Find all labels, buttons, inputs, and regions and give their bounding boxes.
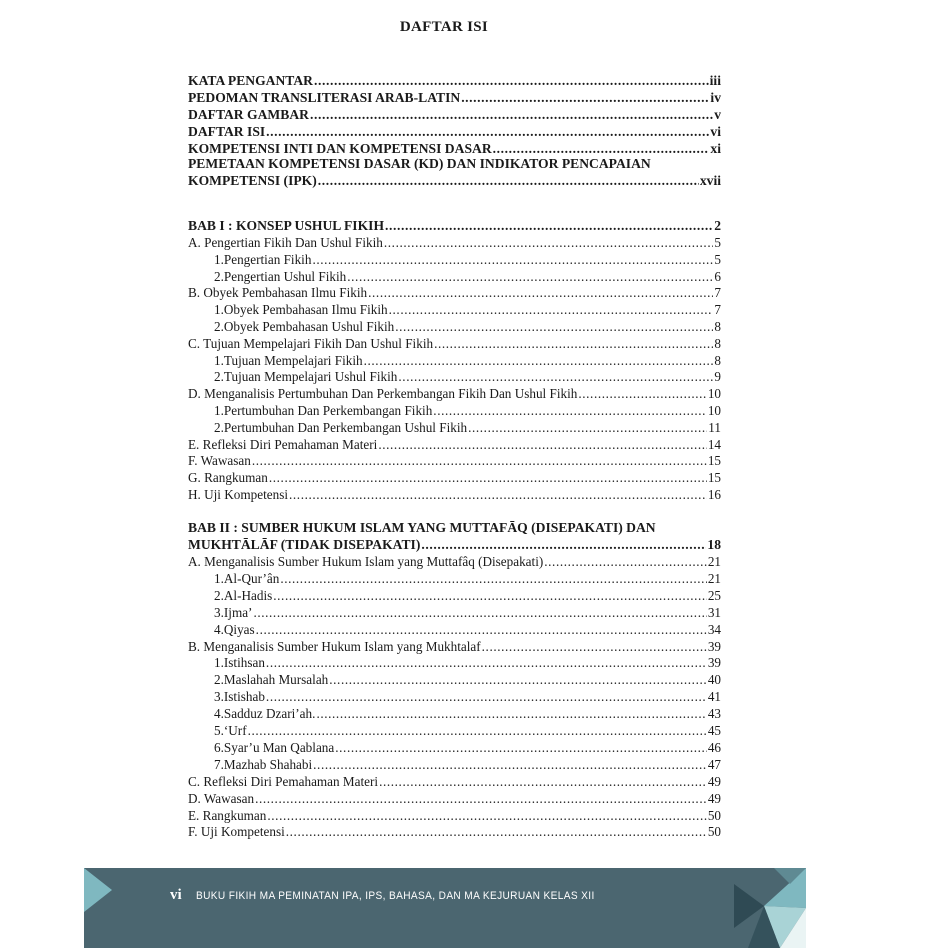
- entry-label: B. Obyek Pembahasan Ilmu Fikih: [188, 285, 368, 301]
- page-number: 8: [714, 319, 721, 334]
- dot-leader: [310, 106, 713, 123]
- dot-leader: [335, 739, 707, 756]
- entry-label: Pertumbuhan Dan Perkembangan Fikih: [223, 403, 433, 418]
- triangle-decoration-icon: [84, 868, 112, 912]
- entry-number: 7.: [214, 756, 224, 772]
- entry-label: Syar’u Man Qablana: [223, 739, 335, 755]
- toc-entry-bab2-line2[interactable]: [188, 536, 721, 553]
- pemetaan-line-1: PEMETAAN KOMPETENSI DASAR (KD) DAN INDIKATOR PENCAPAIAN: [188, 156, 651, 171]
- footer-page-number: vi: [170, 887, 182, 903]
- page-number: 49: [707, 773, 721, 789]
- dot-leader: [269, 469, 707, 486]
- dot-leader: [385, 217, 713, 234]
- page-number: 25: [707, 587, 721, 603]
- entry-label: B. Menganalisis Sumber Hukum Islam yang Mukhtalaf: [188, 638, 481, 654]
- entry-label: Tujuan Mempelajari Ushul Fikih: [223, 369, 398, 385]
- dot-leader: [378, 436, 706, 453]
- dot-leader: [421, 536, 706, 553]
- toc-subentry[interactable]: [214, 570, 721, 587]
- page-number: 47: [707, 756, 721, 772]
- toc-entry[interactable]: [188, 123, 721, 140]
- page-number: 41: [707, 689, 721, 705]
- entry-number: 5.: [214, 723, 224, 738]
- entry-label: Qiyas: [223, 621, 255, 637]
- toc-entry[interactable]: [188, 823, 721, 840]
- entry-number: 4.: [214, 706, 224, 722]
- page-number: 16: [707, 487, 721, 502]
- dot-leader: [266, 123, 709, 140]
- bab2-title-line-1: BAB II : SUMBER HUKUM ISLAM YANG MUTTAFĀQ (DISEPAKATI) DAN: [188, 520, 656, 535]
- entry-label: Obyek Pembahasan Ilmu Fikih: [223, 302, 388, 318]
- entry-label: H. Uji Kompetensi: [188, 487, 288, 502]
- dot-leader: [578, 385, 706, 402]
- toc-subentry[interactable]: [214, 318, 721, 335]
- entry-number: 2.: [214, 369, 224, 385]
- dot-leader: [312, 251, 713, 268]
- footer-book-title: BUKU FIKIH MA PEMINATAN IPA, IPS, BAHASA, DAN MA KEJURUAN KELAS XII: [196, 890, 595, 902]
- entry-number: 1.: [214, 570, 224, 586]
- page-number: 50: [707, 807, 721, 823]
- entry-label: A. Pengertian Fikih Dan Ushul Fikih: [188, 235, 383, 250]
- toc-entry[interactable]: [188, 469, 721, 486]
- toc-entry[interactable]: [188, 773, 721, 790]
- toc-entry[interactable]: [188, 284, 721, 301]
- toc-entry[interactable]: [188, 638, 721, 655]
- toc-entry[interactable]: [188, 807, 721, 824]
- page-number: 39: [707, 655, 721, 671]
- entry-number: 2.: [214, 319, 224, 334]
- page-number: 6: [714, 268, 721, 284]
- toc-subentry[interactable]: [214, 621, 721, 638]
- toc-subentry[interactable]: [214, 352, 721, 369]
- entry-number: 2.: [214, 419, 224, 435]
- dot-leader: [384, 234, 714, 251]
- dot-leader: [389, 301, 714, 318]
- entry-number: 2.: [214, 672, 224, 688]
- entry-label: KATA PENGANTAR: [188, 73, 313, 88]
- toc-subentry[interactable]: [214, 604, 721, 621]
- entry-label: Istihsan: [223, 655, 265, 671]
- page-number: 9: [714, 369, 721, 385]
- page-number: 31: [707, 604, 721, 620]
- dot-leader: [266, 688, 707, 705]
- page-number: 45: [707, 723, 721, 738]
- toc-entry[interactable]: [188, 335, 721, 352]
- page-number: xi: [710, 141, 721, 156]
- toc-subentry[interactable]: [214, 368, 721, 385]
- dot-leader: [461, 89, 709, 106]
- entry-number: 4.: [214, 621, 224, 637]
- toc-subentry[interactable]: [214, 402, 721, 419]
- page-number: xvii: [699, 173, 721, 188]
- entry-number: 2.: [214, 268, 224, 284]
- entry-number: 1.: [214, 302, 224, 318]
- page-number: 5: [714, 235, 721, 250]
- page-number: 7: [714, 285, 721, 301]
- toc-entry[interactable]: [188, 234, 721, 251]
- entry-number: 6.: [214, 739, 224, 755]
- toc-subentry[interactable]: [214, 739, 721, 756]
- entry-label: Ijma’: [223, 604, 253, 620]
- entry-number: 1.: [214, 352, 224, 368]
- dot-leader: [289, 486, 707, 503]
- toc-entry[interactable]: [188, 106, 721, 123]
- entry-label: A. Menganalisis Sumber Hukum Islam yang Muttafâq (Disepakati): [188, 554, 544, 569]
- page-number: 43: [707, 706, 721, 722]
- entry-label: Sadduz Dzari’ah.: [223, 706, 316, 722]
- toc-entry[interactable]: [188, 89, 721, 106]
- entry-label: PEDOMAN TRANSLITERASI ARAB-LATIN: [188, 90, 461, 105]
- page-number: 21: [707, 554, 721, 569]
- entry-label: F. Wawasan: [188, 453, 251, 469]
- dot-leader: [379, 773, 707, 790]
- page-number: 2: [714, 218, 721, 233]
- dot-leader: [482, 638, 707, 655]
- page-number: 40: [707, 672, 721, 688]
- entry-number: 2.: [214, 587, 224, 603]
- page-number: v: [714, 107, 721, 122]
- page-number: 46: [707, 739, 721, 755]
- dot-leader: [313, 756, 707, 773]
- entry-number: 3.: [214, 604, 224, 620]
- entry-label: Obyek Pembahasan Ushul Fikih: [223, 319, 395, 334]
- dot-leader: [273, 587, 707, 604]
- toc-subentry[interactable]: [214, 705, 721, 722]
- page-number: iii: [709, 73, 721, 88]
- dot-leader: [347, 268, 713, 285]
- entry-label: Pertumbuhan Dan Perkembangan Ushul Fikih: [223, 419, 468, 435]
- entry-label: F. Uji Kompetensi: [188, 824, 285, 840]
- entry-label: Al-Qur’ân: [223, 570, 280, 586]
- entry-label: Al-Hadis: [223, 587, 273, 603]
- entry-label: Maslahah Mursalah: [223, 672, 329, 688]
- toc-entry-bab2[interactable]: [188, 519, 721, 536]
- page-number: 34: [707, 621, 721, 637]
- dot-leader: [468, 419, 707, 436]
- bab1-title: BAB I : KONSEP USHUL FIKIH: [188, 218, 385, 233]
- dot-leader: [318, 172, 699, 189]
- toc-entry[interactable]: [188, 452, 721, 469]
- toc-subentry[interactable]: [214, 654, 721, 671]
- entry-number: 1.: [214, 251, 224, 267]
- dot-leader: [286, 823, 707, 840]
- toc-subentry[interactable]: [214, 671, 721, 688]
- entry-label: Pengertian Ushul Fikih: [223, 268, 347, 284]
- page-number: 8: [714, 352, 721, 368]
- page-title: DAFTAR ISI: [399, 19, 489, 35]
- entry-label: KOMPETENSI INTI DAN KOMPETENSI DASAR: [188, 141, 492, 156]
- entry-label: Pengertian Fikih: [223, 251, 312, 267]
- toc-entry-pemetaan-line2[interactable]: [188, 172, 721, 189]
- page-number: iv: [710, 90, 721, 105]
- entry-label: DAFTAR GAMBAR: [188, 107, 309, 122]
- toc-subentry[interactable]: [214, 688, 721, 705]
- page-number: 21: [707, 570, 721, 586]
- page-number: 10: [707, 403, 721, 418]
- dot-leader: [329, 671, 707, 688]
- dot-leader: [253, 604, 706, 621]
- toc-subentry[interactable]: [214, 722, 721, 739]
- dot-leader: [248, 722, 707, 739]
- entry-label: Mazhab Shahabi: [223, 756, 313, 772]
- dot-leader: [314, 72, 709, 89]
- dot-leader: [255, 790, 707, 807]
- toc-entry[interactable]: [188, 72, 721, 89]
- page-number: 15: [707, 470, 721, 486]
- dot-leader: [395, 318, 713, 335]
- page-number: vi: [710, 124, 721, 139]
- toc-entry[interactable]: [188, 436, 721, 453]
- page-number: 18: [707, 537, 721, 552]
- page-number: 49: [707, 790, 721, 806]
- entry-number: 1.: [214, 403, 224, 418]
- bab2-title-line-2: MUKHTĀLĀF (TIDAK DISEPAKATI): [188, 537, 421, 552]
- toc-subentry[interactable]: [214, 756, 721, 773]
- toc-entry[interactable]: [188, 486, 721, 503]
- dot-leader: [433, 402, 707, 419]
- entry-label: E. Rangkuman: [188, 807, 267, 823]
- entry-label: G. Rangkuman: [188, 470, 268, 486]
- dot-leader: [434, 335, 713, 352]
- toc-subentry[interactable]: [214, 419, 721, 436]
- page-number: 15: [707, 453, 721, 469]
- toc-entry[interactable]: [188, 385, 721, 402]
- entry-number: 1.: [214, 655, 224, 671]
- entry-label: DAFTAR ISI: [188, 124, 266, 139]
- entry-label: D. Wawasan: [188, 790, 255, 806]
- dot-leader: [398, 368, 713, 385]
- entry-label: D. Menganalisis Pertumbuhan Dan Perkembangan Fikih Dan Ushul Fikih: [188, 386, 578, 402]
- entry-label: Istishab: [223, 689, 265, 705]
- footer-band: [84, 868, 806, 948]
- toc-subentry[interactable]: [214, 301, 721, 318]
- dot-leader: [544, 553, 707, 570]
- page-number: 7: [714, 302, 721, 318]
- dot-leader: [280, 570, 707, 587]
- dot-leader: [267, 807, 706, 824]
- toc-entry-pemetaan[interactable]: [188, 155, 721, 172]
- page-number: 39: [707, 638, 721, 654]
- entry-label: ‘Urf: [223, 723, 247, 738]
- toc-entry[interactable]: [188, 553, 721, 570]
- geometric-pattern-icon: [734, 868, 806, 948]
- dot-leader: [364, 352, 714, 369]
- entry-label: Tujuan Mempelajari Fikih: [223, 352, 363, 368]
- toc-subentry[interactable]: [214, 268, 721, 285]
- page-number: 5: [714, 251, 721, 267]
- entry-number: 3.: [214, 689, 224, 705]
- page-number: 14: [707, 436, 721, 452]
- page-number: 8: [714, 335, 721, 351]
- toc-entry[interactable]: [188, 790, 721, 807]
- toc-subentry[interactable]: [214, 251, 721, 268]
- page-number: 50: [707, 824, 721, 840]
- pemetaan-line-2: KOMPETENSI (IPK): [188, 173, 317, 188]
- entry-label: C. Tujuan Mempelajari Fikih Dan Ushul Fikih: [188, 335, 434, 351]
- dot-leader: [256, 621, 707, 638]
- page-number: 10: [707, 386, 721, 402]
- entry-label: C. Refleksi Diri Pemahaman Materi: [188, 773, 379, 789]
- toc-subentry[interactable]: [214, 587, 721, 604]
- dot-leader: [316, 705, 706, 722]
- dot-leader: [252, 452, 707, 469]
- dot-leader: [266, 654, 707, 671]
- dot-leader: [368, 284, 713, 301]
- entry-label: E. Refleksi Diri Pemahaman Materi: [188, 436, 378, 452]
- toc-entry-bab1[interactable]: [188, 217, 721, 234]
- page-number: 11: [708, 419, 721, 435]
